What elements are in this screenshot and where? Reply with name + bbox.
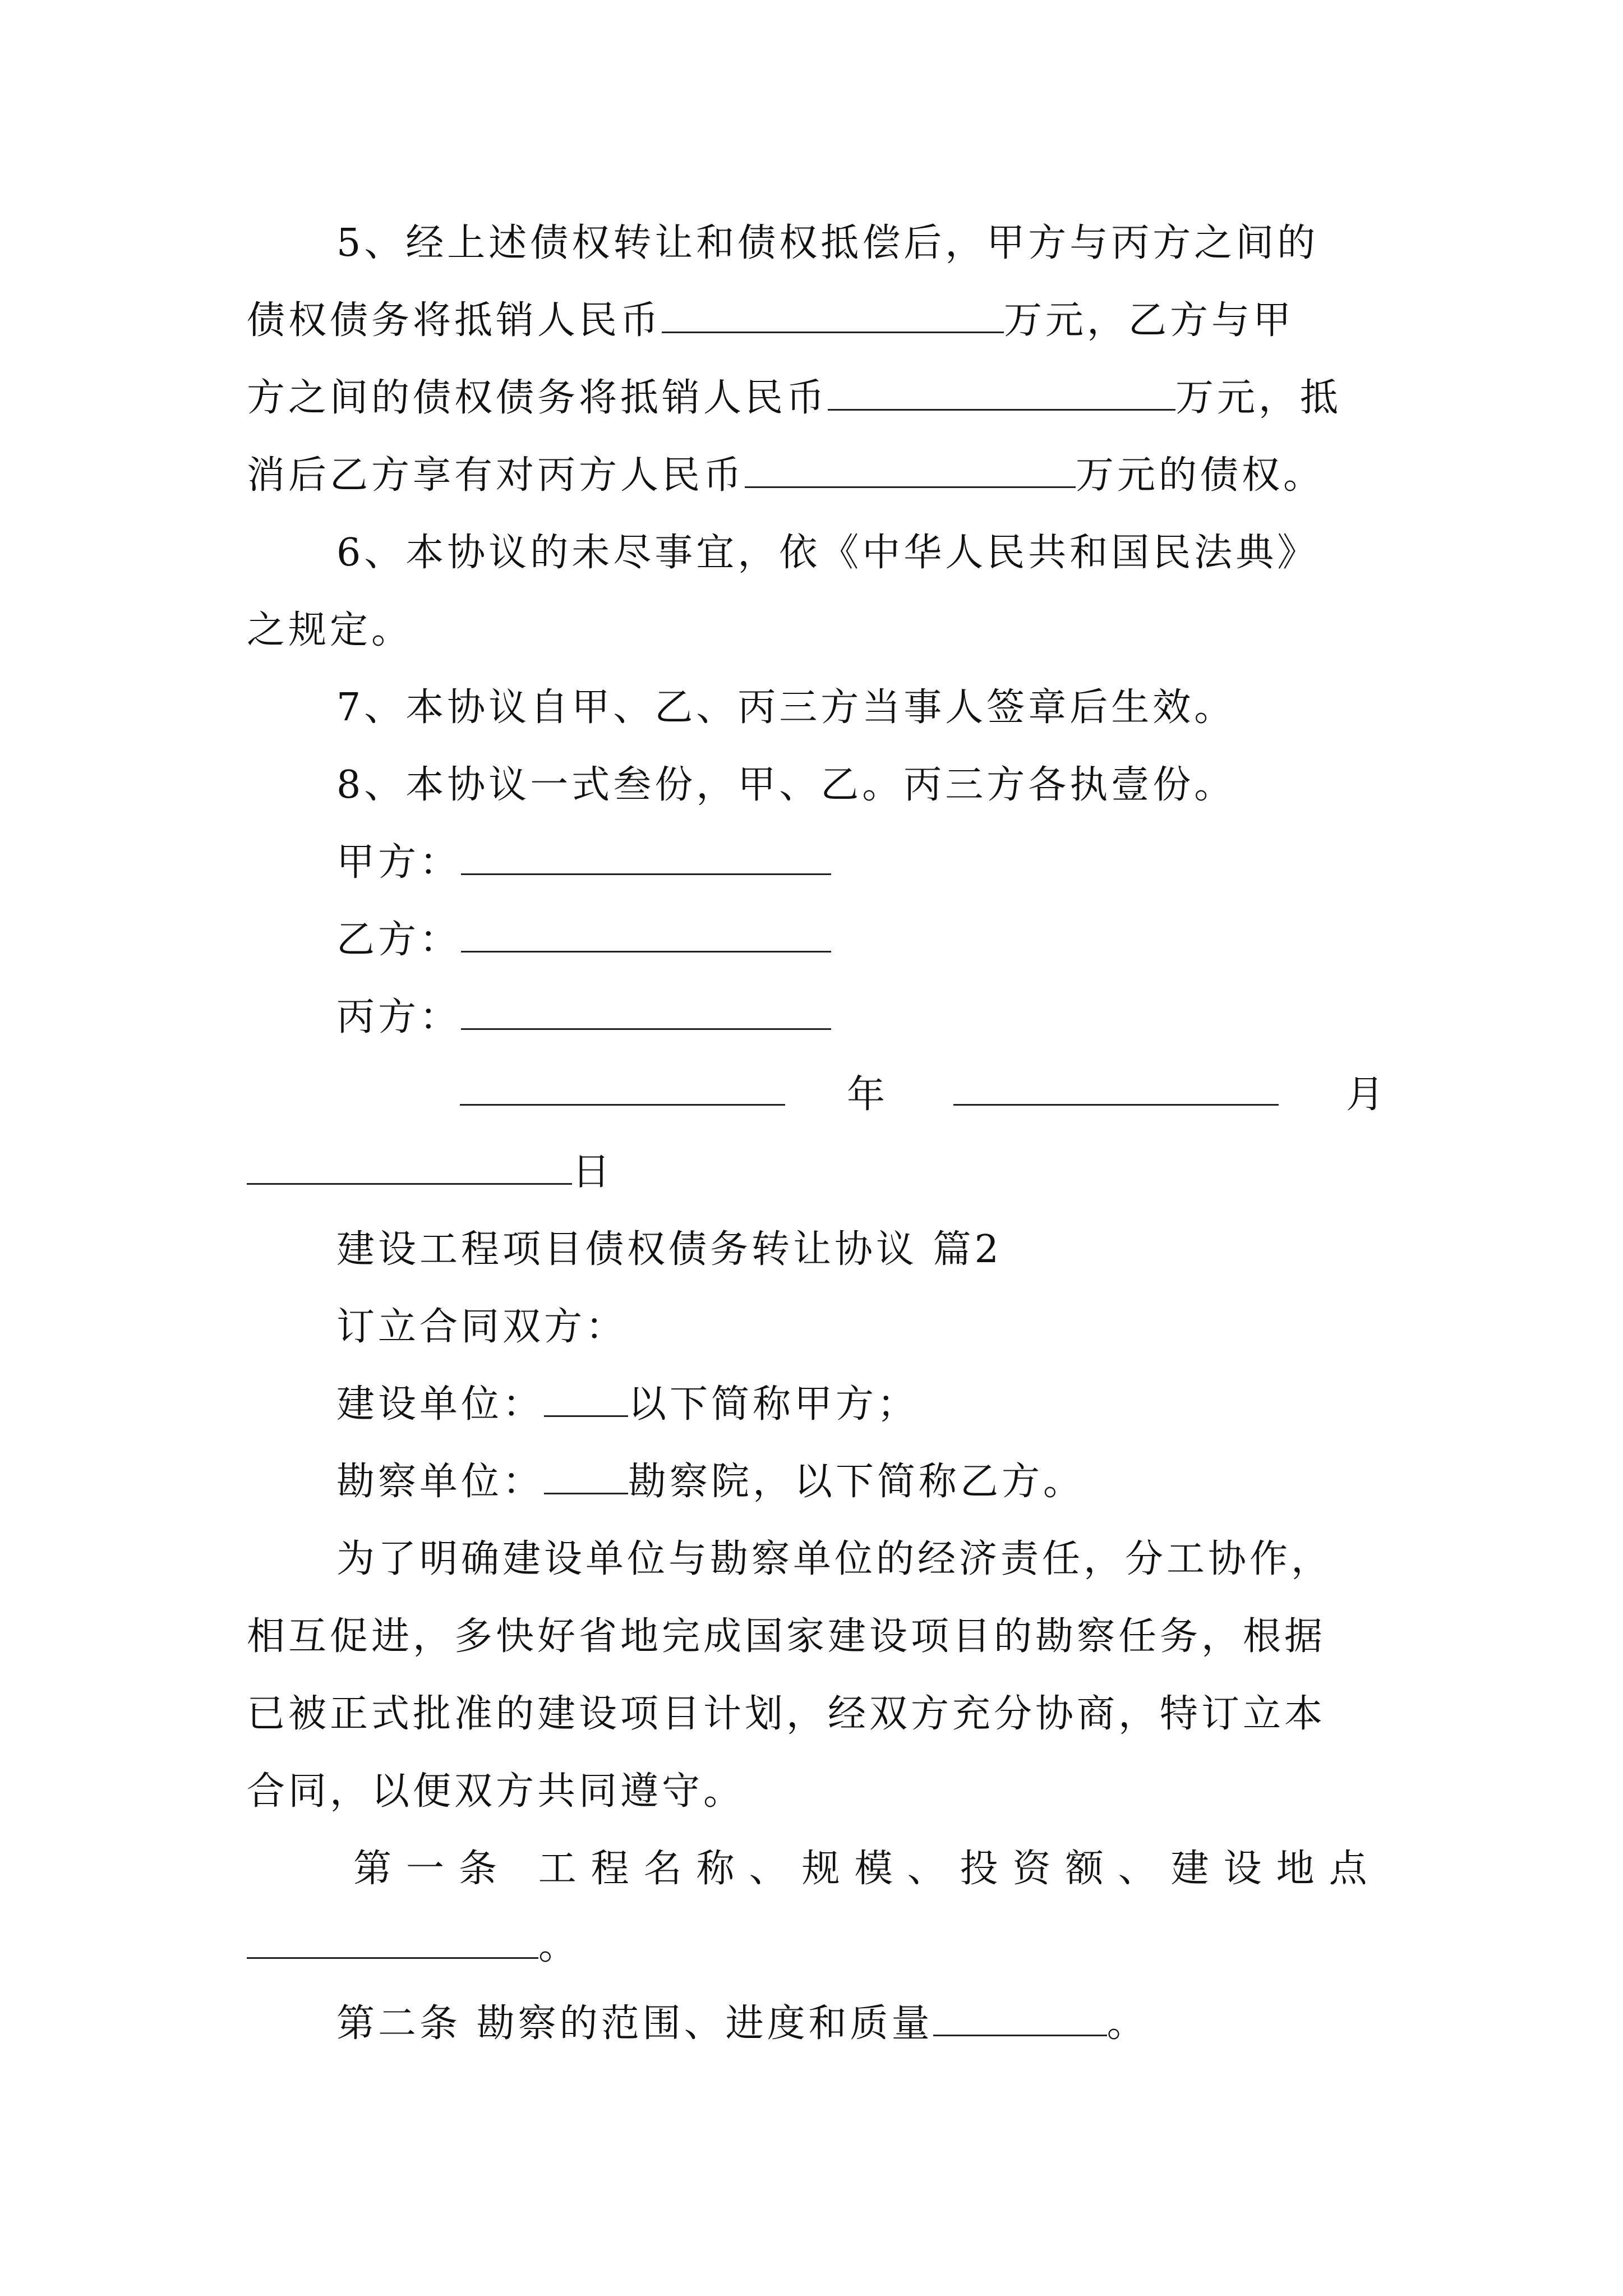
para-5-text: 万元的债权。 xyxy=(1076,453,1325,498)
party-a-row xyxy=(336,835,831,891)
para-5-line-2 xyxy=(247,293,1294,349)
survey-row xyxy=(336,1454,1085,1510)
party-b-label: 乙方： xyxy=(336,918,462,962)
date-day-label: 日 xyxy=(572,1150,614,1194)
month-blank xyxy=(953,1071,1279,1106)
para-5-line-4 xyxy=(247,448,1325,504)
para-7: 7、本协议自甲、乙、丙三方当事人签章后生效。 xyxy=(336,685,1236,730)
date-month-label: 月 xyxy=(1346,1073,1388,1117)
article-1-blank xyxy=(247,1925,538,1959)
article-1: 第一条 工程名称、规模、投资额、建设地点 xyxy=(353,1847,1382,1891)
party-c-label: 丙方： xyxy=(336,995,462,1039)
section-title: 建设工程项目债权债务转让协议 篇2 xyxy=(336,1227,1002,1272)
article-1-end: 。 xyxy=(538,1924,580,1968)
party-c-row xyxy=(336,990,831,1046)
amount-blank xyxy=(828,376,1175,411)
survey-suffix: 勘察院，以下简称乙方。 xyxy=(628,1460,1085,1504)
party-a-label: 甲方： xyxy=(336,840,462,885)
party-b-blank xyxy=(461,918,831,953)
builder-blank xyxy=(544,1383,628,1417)
intro-line-1: 为了明确建设单位与勘察单位的经济责任，分工协作， xyxy=(336,1537,1333,1581)
party-a-blank xyxy=(461,841,831,875)
para-5-text: 方之间的债权债务将抵销人民币 xyxy=(247,376,828,420)
para-5-text: 万元，抵 xyxy=(1175,376,1342,420)
intro-line-3: 已被正式批准的建设项目计划，经双方充分协商，特订立本 xyxy=(247,1692,1326,1736)
article-2: 第二条 勘察的范围、进度和质量 xyxy=(336,2001,933,2046)
day-blank xyxy=(247,1151,572,1185)
para-5-text: 债权债务将抵销人民币 xyxy=(247,298,662,343)
parties-heading: 订立合同双方： xyxy=(336,1305,628,1349)
article-2-row xyxy=(336,1996,1149,2052)
builder-label: 建设单位： xyxy=(336,1382,545,1427)
year-blank xyxy=(460,1071,785,1106)
para-5-text: 消后乙方享有对丙方人民币 xyxy=(247,453,745,498)
para-5-line-3 xyxy=(247,370,1341,426)
article-2-end: 。 xyxy=(1106,2001,1149,2046)
date-day-row xyxy=(247,1144,614,1200)
builder-row xyxy=(336,1377,919,1433)
para-6-line-2: 之规定。 xyxy=(247,608,413,652)
para-5-text: 万元，乙方与甲 xyxy=(1004,298,1295,343)
amount-blank xyxy=(662,299,1004,333)
para-8: 8、本协议一式叁份，甲、乙。丙三方各执壹份。 xyxy=(336,763,1236,807)
date-year-label: 年 xyxy=(847,1073,889,1117)
intro-line-4: 合同，以便双方共同遵守。 xyxy=(247,1769,745,1814)
article-1-blank-row xyxy=(247,1918,580,1975)
para-6-line-1: 6、本协议的未尽事宜，依《中华人民共和国民法典》 xyxy=(336,531,1319,575)
party-b-row xyxy=(336,912,831,968)
survey-label: 勘察单位： xyxy=(336,1460,545,1504)
intro-line-2: 相互促进，多快好省地完成国家建设项目的勘察任务，根据 xyxy=(247,1614,1326,1659)
party-c-blank xyxy=(461,996,831,1030)
para-5-line-1: 5、经上述债权转让和债权抵偿后，甲方与丙方之间的 xyxy=(336,221,1319,265)
amount-blank xyxy=(745,454,1076,488)
article-2-blank xyxy=(933,2002,1107,2036)
builder-suffix: 以下简称甲方； xyxy=(628,1382,919,1427)
survey-blank xyxy=(544,1460,628,1494)
